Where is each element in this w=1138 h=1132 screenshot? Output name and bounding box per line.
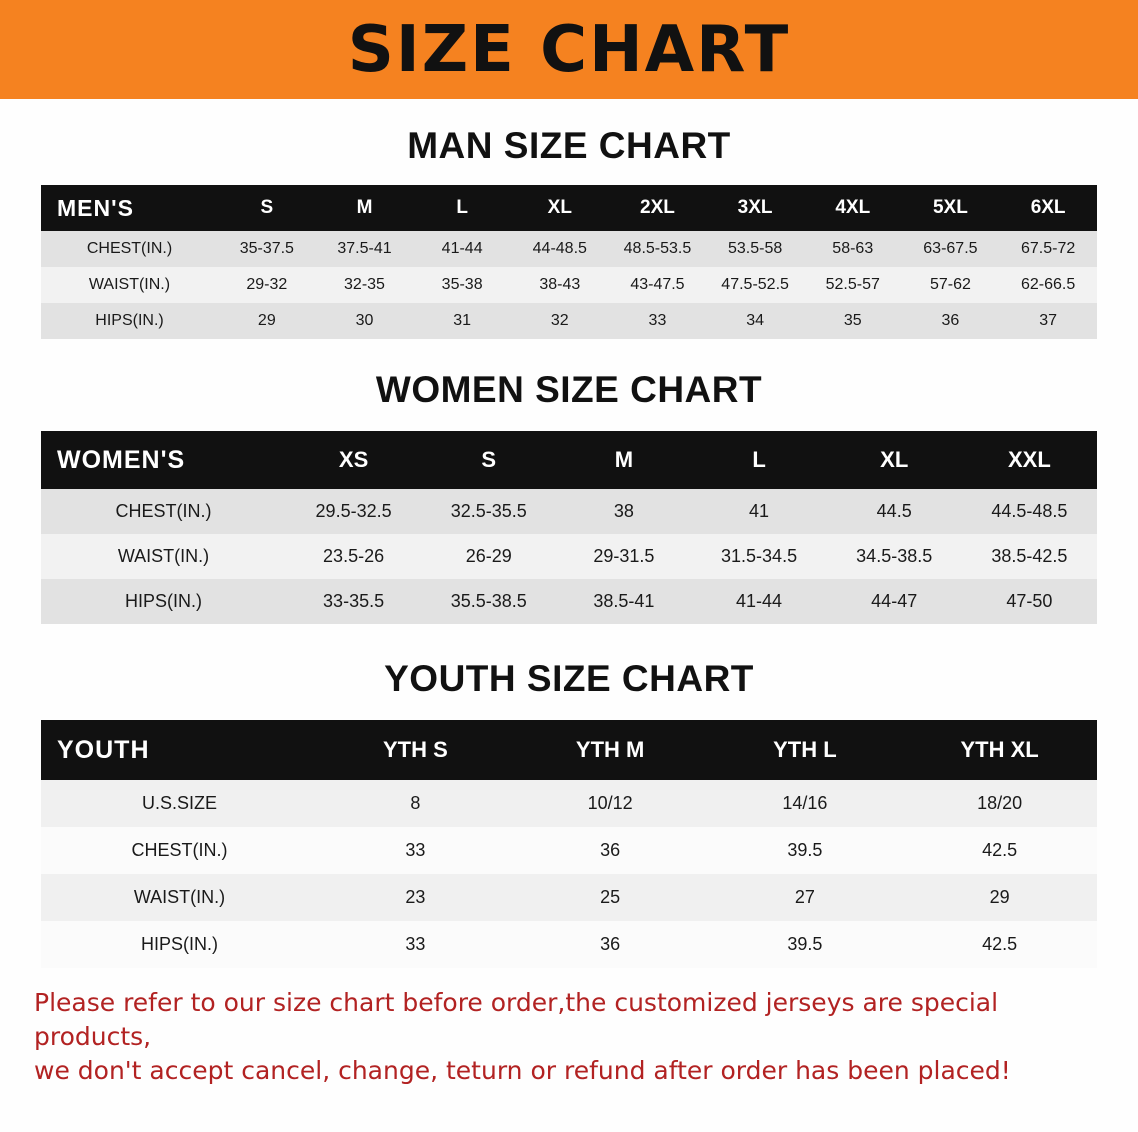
- men-chest-m: 37.5-41: [337, 240, 392, 257]
- men-header-label: MEN'S: [57, 194, 134, 221]
- women-row-label-chest: CHEST(IN.): [115, 501, 212, 521]
- women-section-title: WOMEN SIZE CHART: [375, 369, 763, 410]
- youth-chest-s: 33: [405, 840, 426, 860]
- men-chest-3xl: 53.5-58: [727, 240, 783, 257]
- women-hips-xl: 44-47: [871, 591, 918, 611]
- youth-ussize-l: 14/16: [782, 793, 828, 813]
- men-chest-l: 41-44: [441, 240, 483, 257]
- men-chest-s: 35-37.5: [239, 240, 294, 257]
- men-waist-2xl: 43-47.5: [630, 276, 685, 293]
- man-section-title: MAN SIZE CHART: [407, 125, 731, 166]
- youth-hips-m: 36: [600, 934, 621, 954]
- men-hips-m: 30: [355, 312, 374, 329]
- women-waist-xl: 34.5-38.5: [856, 546, 933, 566]
- men-chest-5xl: 63-67.5: [923, 240, 978, 257]
- table-row: [41, 303, 1097, 339]
- youth-header-label: YOUTH: [57, 735, 150, 764]
- women-header-xs: XS: [338, 447, 369, 472]
- men-hips-xl: 32: [550, 312, 569, 329]
- men-hips-2xl: 33: [648, 312, 667, 329]
- youth-header-s: YTH S: [382, 737, 448, 762]
- women-chest-m: 38: [613, 501, 634, 521]
- men-header-5xl: 5XL: [932, 197, 968, 218]
- table-row: [41, 921, 1097, 968]
- women-waist-xxl: 38.5-42.5: [991, 546, 1068, 566]
- men-waist-3xl: 47.5-52.5: [721, 276, 789, 293]
- youth-header-l: YTH L: [773, 737, 837, 762]
- men-waist-l: 35-38: [441, 276, 483, 293]
- youth-header-m: YTH M: [575, 737, 645, 762]
- men-waist-5xl: 57-62: [929, 276, 971, 293]
- men-size-table: [41, 185, 1097, 339]
- men-hips-l: 31: [453, 312, 472, 329]
- men-row-label-waist: WAIST(IN.): [88, 276, 171, 293]
- men-hips-s: 29: [257, 312, 276, 329]
- men-chest-xl: 44-48.5: [532, 240, 587, 257]
- women-row-label-waist: WAIST(IN.): [117, 546, 210, 566]
- table-row: [41, 827, 1097, 874]
- header-banner: [0, 0, 1138, 99]
- women-header-xxl: XXL: [1007, 447, 1051, 472]
- women-hips-m: 38.5-41: [593, 591, 655, 611]
- men-chest-4xl: 58-63: [832, 240, 874, 257]
- youth-size-table: [41, 720, 1097, 968]
- women-header-l: L: [752, 447, 766, 472]
- men-header-xl: XL: [547, 197, 572, 218]
- youth-row-label-waist: WAIST(IN.): [133, 887, 226, 907]
- women-chest-l: 41: [749, 501, 770, 521]
- men-waist-6xl: 62-66.5: [1020, 276, 1076, 293]
- men-hips-3xl: 34: [746, 312, 764, 329]
- men-table-header-row: [41, 185, 1097, 231]
- women-table-header-row: [41, 431, 1097, 489]
- youth-chest-m: 36: [600, 840, 621, 860]
- table-row: [41, 874, 1097, 921]
- table-row: [41, 780, 1097, 827]
- men-header-m: M: [356, 197, 373, 218]
- women-header-m: M: [614, 447, 634, 472]
- youth-waist-m: 25: [600, 887, 621, 907]
- youth-waist-s: 23: [405, 887, 426, 907]
- disclaimer-line-2: we don't accept cancel, change, teturn or refund after order has been placed!: [34, 1055, 1011, 1085]
- table-row: [41, 534, 1097, 579]
- men-header-2xl: 2XL: [640, 197, 675, 218]
- men-hips-4xl: 35: [843, 312, 862, 329]
- men-chest-2xl: 48.5-53.5: [623, 240, 692, 257]
- disclaimer-line-1: Please refer to our size chart before order,the customized jerseys are special products,: [34, 988, 999, 1051]
- men-hips-6xl: 37: [1039, 312, 1058, 329]
- men-row-label-chest: CHEST(IN.): [86, 240, 173, 257]
- women-hips-xs: 33-35.5: [323, 591, 385, 611]
- table-row: [41, 231, 1097, 267]
- table-row: [41, 579, 1097, 624]
- women-chest-xxl: 44.5-48.5: [991, 501, 1068, 521]
- men-waist-4xl: 52.5-57: [825, 276, 880, 293]
- men-header-s: S: [260, 197, 274, 218]
- men-waist-s: 29-32: [246, 276, 288, 293]
- youth-ussize-s: 8: [410, 793, 421, 813]
- women-header-xl: XL: [880, 447, 909, 472]
- page-title: SIZE CHART: [347, 12, 791, 87]
- youth-table-header-row: [41, 720, 1097, 780]
- youth-hips-xl: 42.5: [982, 934, 1018, 954]
- women-waist-l: 31.5-34.5: [721, 546, 798, 566]
- youth-waist-l: 27: [794, 887, 815, 907]
- youth-ussize-m: 10/12: [587, 793, 633, 813]
- women-waist-m: 29-31.5: [593, 546, 655, 566]
- youth-hips-l: 39.5: [787, 934, 823, 954]
- men-header-6xl: 6XL: [1030, 197, 1066, 218]
- table-row: [41, 489, 1097, 534]
- men-header-4xl: 4XL: [835, 197, 871, 218]
- youth-section-title: YOUTH SIZE CHART: [384, 658, 754, 699]
- men-waist-xl: 38-43: [539, 276, 581, 293]
- women-chest-xl: 44.5: [876, 501, 912, 521]
- men-waist-m: 32-35: [344, 276, 385, 293]
- youth-row-label-hips: HIPS(IN.): [140, 934, 218, 954]
- youth-header-xl: YTH XL: [960, 737, 1039, 762]
- women-chest-s: 32.5-35.5: [450, 501, 527, 521]
- youth-row-label-ussize: U.S.SIZE: [141, 793, 217, 813]
- women-hips-xxl: 47-50: [1006, 591, 1053, 611]
- women-waist-xs: 23.5-26: [323, 546, 385, 566]
- men-hips-5xl: 36: [941, 312, 960, 329]
- youth-chest-xl: 42.5: [982, 840, 1018, 860]
- disclaimer-note: [34, 986, 1104, 1087]
- women-waist-s: 26-29: [465, 546, 512, 566]
- youth-row-label-chest: CHEST(IN.): [131, 840, 228, 860]
- women-header-label: WOMEN'S: [57, 445, 186, 474]
- table-row: [41, 267, 1097, 303]
- women-chest-xs: 29.5-32.5: [315, 501, 392, 521]
- women-hips-l: 41-44: [736, 591, 783, 611]
- men-chest-6xl: 67.5-72: [1020, 240, 1076, 257]
- youth-chest-l: 39.5: [787, 840, 823, 860]
- women-size-table: [41, 431, 1097, 624]
- men-row-label-hips: HIPS(IN.): [95, 312, 164, 329]
- women-row-label-hips: HIPS(IN.): [124, 591, 202, 611]
- men-header-l: L: [456, 197, 468, 218]
- women-hips-s: 35.5-38.5: [450, 591, 527, 611]
- youth-ussize-xl: 18/20: [977, 793, 1023, 813]
- youth-hips-s: 33: [405, 934, 426, 954]
- youth-waist-xl: 29: [989, 887, 1010, 907]
- women-header-s: S: [481, 447, 497, 472]
- men-header-3xl: 3XL: [737, 197, 773, 218]
